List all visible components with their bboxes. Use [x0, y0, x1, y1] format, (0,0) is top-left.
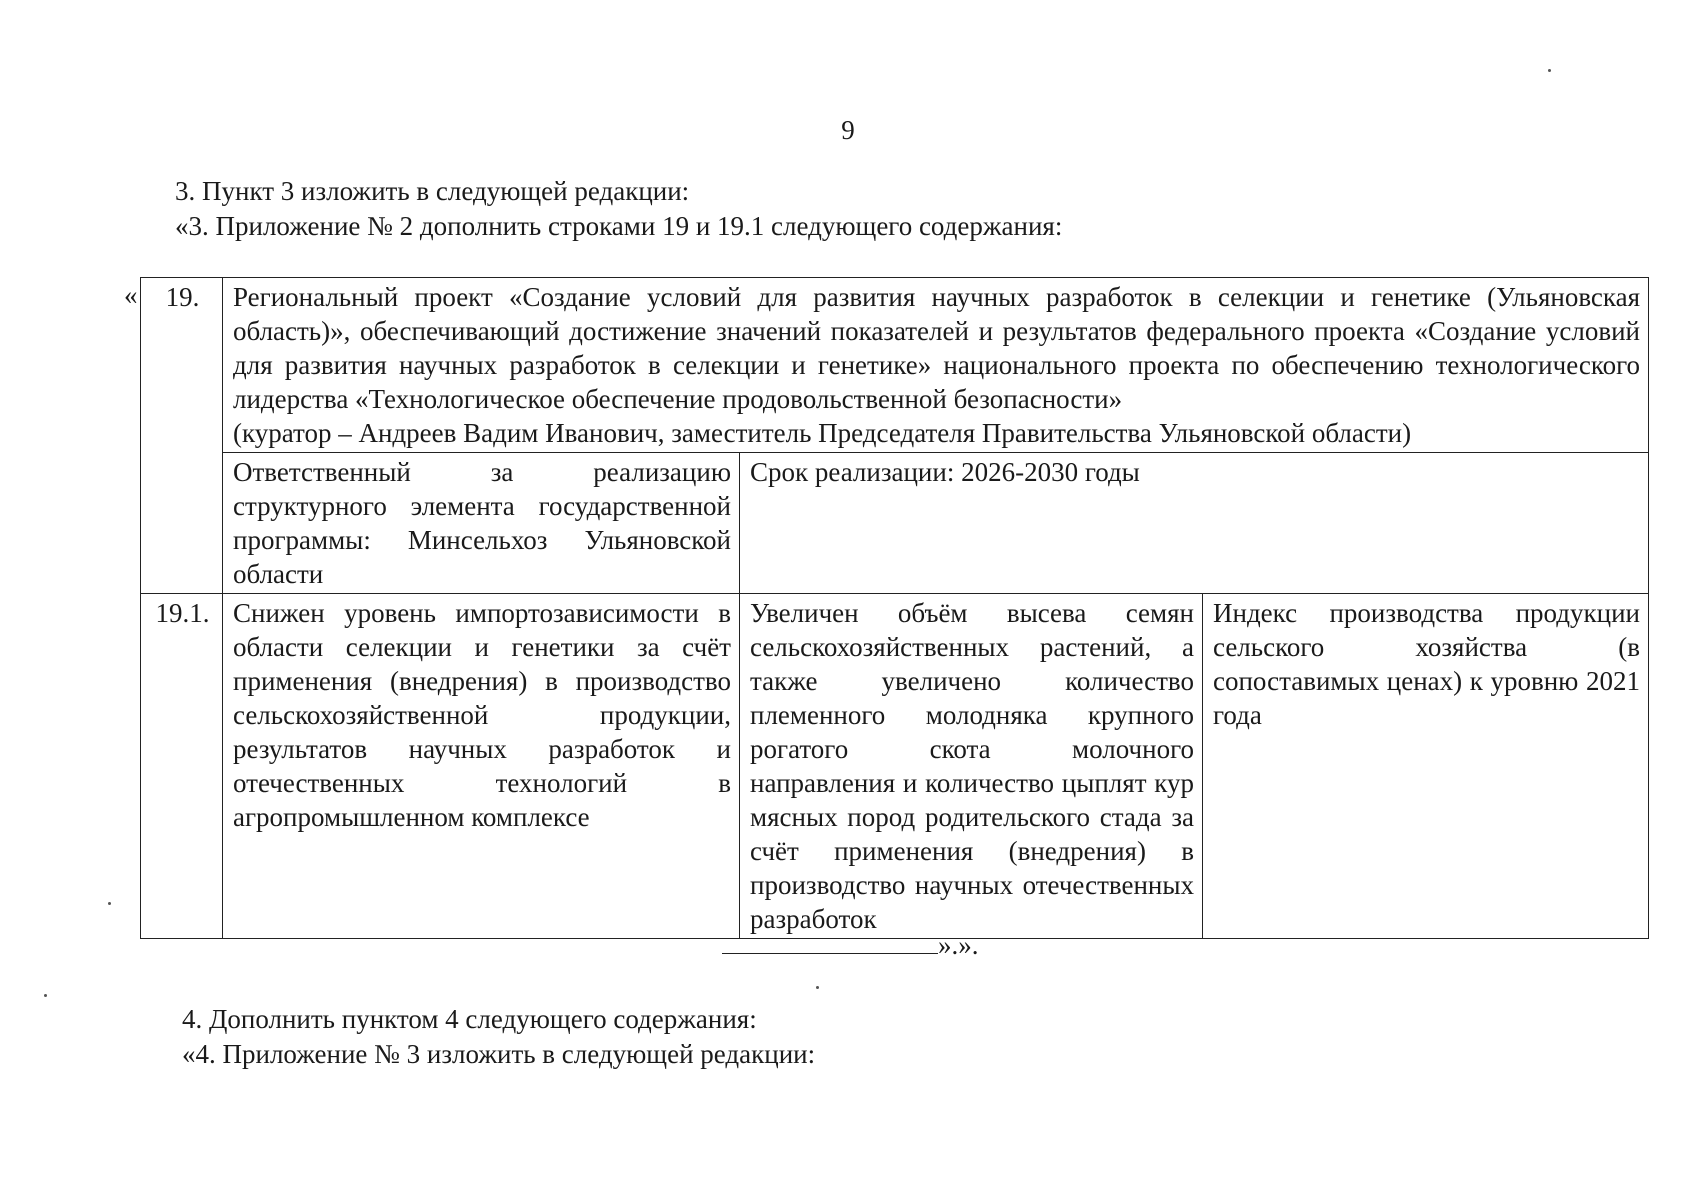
effect-cell: Увеличен объём высева семян сельскохозяйственных растений, а также увеличено количество племенного молодняка крупного рогатого скота молочного направления и количество цыплят кур мясных пород родительского стада за счёт применения (внедрения) в производство научных отечественных разработок — [740, 594, 1203, 939]
responsible-executor-cell: Ответственный за реализацию структурного элемента государственной программы: Минсельхоз Ульяновской области — [223, 453, 740, 594]
table-closing — [722, 928, 979, 962]
closing-quotes: ».». — [938, 930, 979, 960]
task-cell: Снижен уровень импортозависимости в области селекции и генетики за счёт применения (внедрения) в производство сельскохозяйственной продукции, результатов научных разработок и отечественных технологий в агропромышленном комплексе — [223, 594, 740, 939]
scan-speck — [44, 994, 47, 997]
row-number-19: 19. — [141, 278, 223, 594]
table-row-19-1 — [141, 594, 1649, 939]
indicator-cell: Индекс производства продукции сельского хозяйства (в сопоставимых ценах) к уровню 2021 года — [1203, 594, 1649, 939]
scan-speck — [108, 902, 111, 905]
table-row-19-details — [141, 453, 1649, 594]
table-row-19 — [141, 278, 1649, 453]
row-number-19-1: 19.1. — [141, 594, 223, 939]
project-curator: (куратор – Андреев Вадим Иванович, заместитель Председателя Правительства Ульяновской области) — [233, 418, 1412, 448]
scan-speck — [1548, 69, 1551, 72]
page-number: 9 — [841, 115, 855, 145]
amendment-item-4-heading: 4. Дополнить пунктом 4 следующего содержания: — [182, 1004, 757, 1034]
amendment-item-3-heading: 3. Пункт 3 изложить в следующей редакции: — [175, 176, 690, 206]
closing-rule — [722, 929, 938, 954]
regional-project-cell — [223, 278, 1649, 453]
amendment-item-3-text: «3. Приложение № 2 дополнить строками 19 и 19.1 следующего содержания: — [175, 211, 1063, 241]
scan-speck — [816, 986, 819, 989]
amendment-item-4-text: «4. Приложение № 3 изложить в следующей редакции: — [182, 1039, 816, 1069]
implementation-term-cell: Срок реализации: 2026-2030 годы — [740, 453, 1649, 594]
table-opening-quote: « — [124, 280, 138, 310]
regional-project-title: Региональный проект «Создание условий для развития научных разработок в селекции и генетике (Ульяновская область)», обеспечивающий достижение значений показателей и результатов федерального проекта «Создание условий для развития научных разработок в селекции и генетике» национального проекта по обеспечению технологического лидерства «Технологическое обеспечение продовольственной безопасности» — [233, 282, 1640, 414]
appendix-rows-table — [140, 277, 1649, 939]
